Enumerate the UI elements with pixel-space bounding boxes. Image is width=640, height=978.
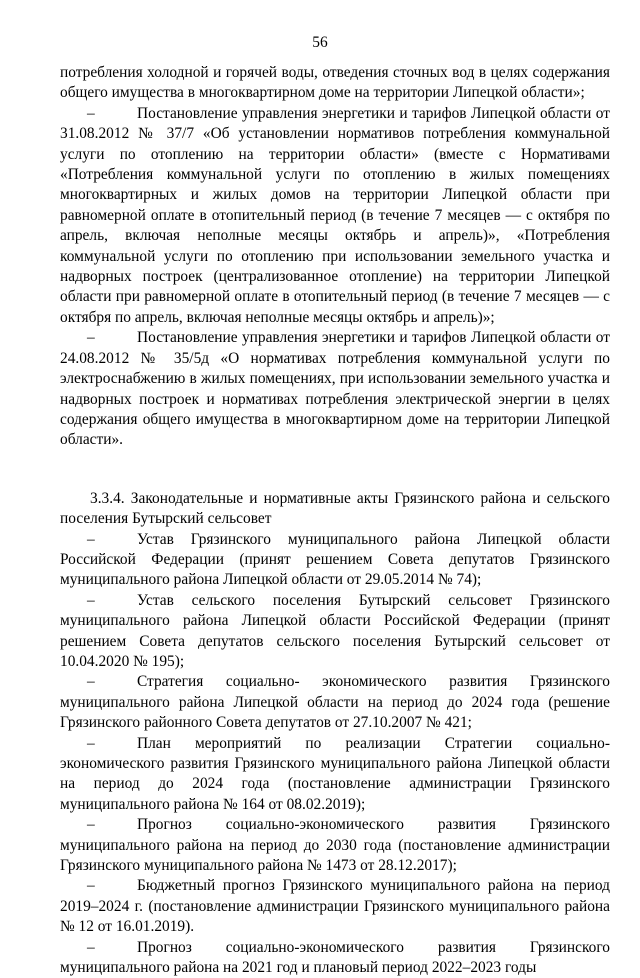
list-item-text: Стратегия социально- экономического развития Грязинского муниципального района Липецкой области на период до 2024 года (решение Грязинского районного Совета депутатов от 27.10.2007 № 421; bbox=[60, 673, 610, 732]
list-dash: – bbox=[87, 816, 95, 834]
list-dash: – bbox=[87, 938, 95, 956]
list-item-text: Постановление управления энергетики и тарифов Липецкой области от 31.08.2012 № 37/7 «Об установлении нормативов потребления коммунальной услуги по отоплению на территории области» (вместе с Нормативами «Потребления коммунальной услуги по отоплению в жилых помещениях многоквартирных и жилых домов на территории Липецкой области при равномерной оплате в отопительный период (в течение 7 месяцев — с октября по апрель, включая неполные месяцы октябрь и апрель)», «Потребления коммунальной услуги по отоплению при использовании земельного участка и надворных построек (централизованное отопление) на территории Липецкой области при равномерной оплате в отопительный период (в течение 7 месяцев — с октября по апрель, включая неполные месяцы октябрь и апрель)»; bbox=[60, 104, 610, 326]
section-heading: 3.3.4. Законодательные и нормативные акты Грязинского района и сельского поселения Бутырский сельсовет bbox=[60, 489, 610, 528]
list-dash: – bbox=[87, 673, 95, 691]
list-item-text: Прогноз социально-экономического развития Грязинского муниципального района на период до 2030 года (постановление администрации Грязинского муниципального района № 1473 от 28.12.2017); bbox=[60, 816, 610, 875]
list-item-text: План мероприятий по реализации Стратегии социально-экономического развития Грязинского муниципального района Липецкой области на период до 2024 года (постановление администрации Грязинского муниципального района № 164 от 08.02.2019); bbox=[60, 734, 610, 813]
list-dash: – bbox=[87, 591, 95, 609]
list-item bbox=[60, 876, 610, 937]
page-number: 56 bbox=[312, 34, 328, 51]
page-content bbox=[60, 63, 610, 978]
list-item bbox=[60, 815, 610, 876]
upper-list bbox=[60, 104, 610, 451]
list-dash: – bbox=[87, 104, 95, 122]
list-item bbox=[60, 530, 610, 591]
list-item bbox=[60, 938, 610, 978]
list-item-text: Устав сельского поселения Бутырский сельсовет Грязинского муниципального района Липецкой области Российской Федерации (принят решением Совета депутатов сельского поселения Бутырский сельсовет от 10.04.2020 № 195); bbox=[60, 591, 610, 670]
list-item-text: Бюджетный прогноз Грязинского муниципального района на период 2019–2024 г. (постановление администрации Грязинского муниципального района № 12 от 16.01.2019). bbox=[60, 877, 610, 936]
list-dash: – bbox=[87, 734, 95, 752]
list-item bbox=[60, 104, 610, 328]
list-item bbox=[60, 591, 610, 673]
list-item-text: Постановление управления энергетики и тарифов Липецкой области от 24.08.2012 № 35/5д «О нормативах потребления коммунальной услуги по электроснабжению в жилых помещениях, при использовании земельного участка и надворных построек и нормативах потребления электрической энергии в целях содержания общего имущества в многоквартирном доме на территории Липецкой области». bbox=[60, 329, 610, 449]
list-dash: – bbox=[87, 877, 95, 895]
list-item-text: Устав Грязинского муниципального района Липецкой области Российской Федерации (принят решением Совета депутатов Грязинского муниципального района Липецкой области от 29.05.2014 № 74); bbox=[60, 530, 610, 589]
lower-list bbox=[60, 530, 610, 978]
list-item bbox=[60, 672, 610, 733]
list-item bbox=[60, 734, 610, 816]
continuation-paragraph: потребления холодной и горячей воды, отведения сточных вод в целях содержания общего имущества в многоквартирном доме на территории Липецкой области»; bbox=[60, 64, 610, 102]
list-item bbox=[60, 328, 610, 450]
list-item-text: Прогноз социально-экономического развития Грязинского муниципального района на 2021 год и плановый период 2022–2023 годы bbox=[60, 938, 610, 977]
list-dash: – bbox=[87, 329, 95, 347]
list-dash: – bbox=[87, 530, 95, 548]
